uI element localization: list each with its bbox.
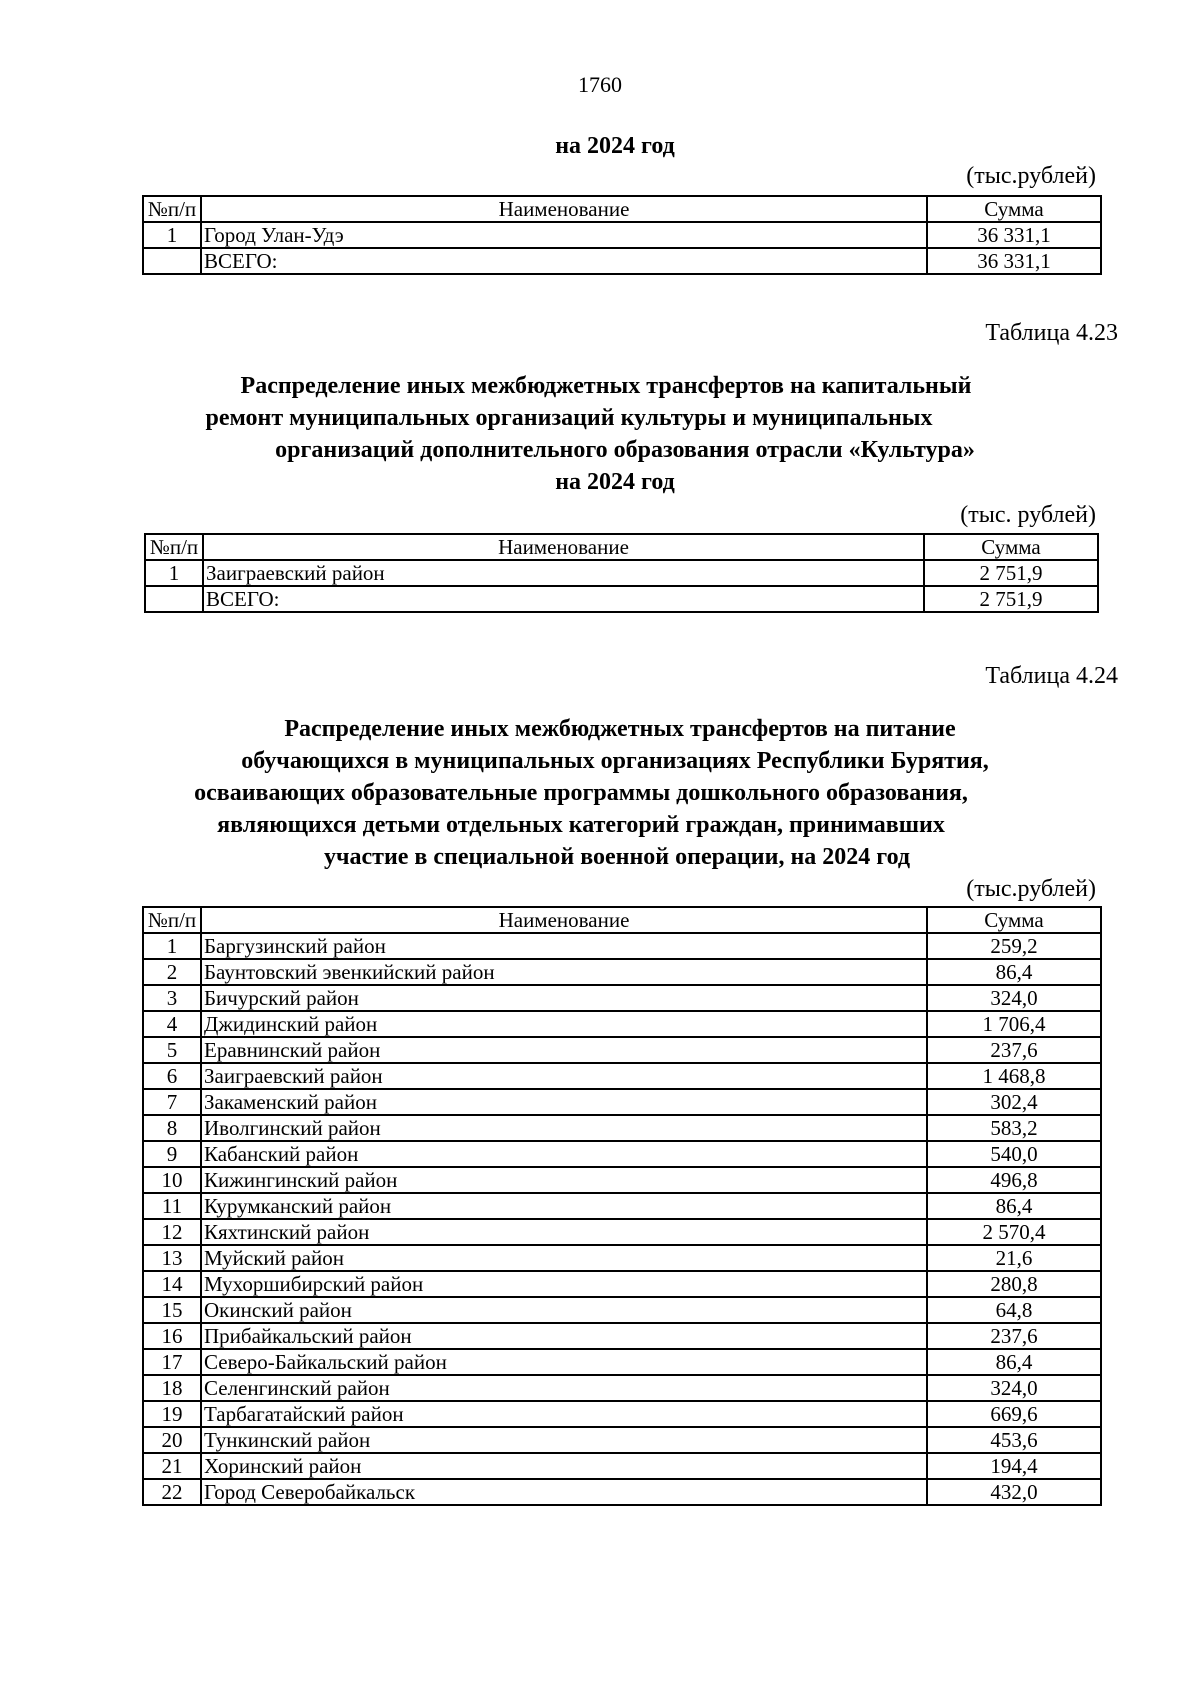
table-row [143, 1375, 1101, 1401]
section1-title: на 2024 год [555, 133, 675, 159]
table-row [143, 1167, 1101, 1193]
row-name: Баунтовский эвенкийский район [201, 959, 927, 985]
row-sum: 86,4 [927, 1349, 1101, 1375]
row-sum: 194,4 [927, 1453, 1101, 1479]
row-num: 15 [143, 1297, 201, 1323]
table-row [143, 985, 1101, 1011]
header-sum: Сумма [927, 196, 1101, 222]
section2-title-line-3: организаций дополнительного образования отрасли «Культура» [275, 437, 975, 463]
header-sum: Сумма [924, 534, 1098, 560]
row-name: Кяхтинский район [201, 1219, 927, 1245]
row-name: Бичурский район [201, 985, 927, 1011]
row-name: Тарбагатайский район [201, 1401, 927, 1427]
row-num: 3 [143, 985, 201, 1011]
row-sum: 1 468,8 [927, 1063, 1101, 1089]
header-name: Наименование [201, 196, 927, 222]
row-sum: 540,0 [927, 1141, 1101, 1167]
row-sum: 1 706,4 [927, 1011, 1101, 1037]
header-num: №п/п [145, 534, 203, 560]
row-num: 6 [143, 1063, 201, 1089]
section2-title-line-4: на 2024 год [555, 469, 675, 495]
table-row [143, 1271, 1101, 1297]
row-num: 12 [143, 1219, 201, 1245]
section1-units: (тыс.рублей) [966, 163, 1096, 189]
row-num: 11 [143, 1193, 201, 1219]
row-sum: 324,0 [927, 985, 1101, 1011]
section2-title-line-1: Распределение иных межбюджетных трансфертов на капитальный [240, 373, 972, 399]
row-sum: 86,4 [927, 959, 1101, 985]
row-sum: 21,6 [927, 1245, 1101, 1271]
row-sum: 496,8 [927, 1167, 1101, 1193]
row-name: Муйский район [201, 1245, 927, 1271]
table-row [143, 1349, 1101, 1375]
table-row [143, 1037, 1101, 1063]
row-sum: 2 570,4 [927, 1219, 1101, 1245]
row-name: Иволгинский район [201, 1115, 927, 1141]
row-name: Город Северобайкальск [201, 1479, 927, 1505]
header-sum: Сумма [927, 907, 1101, 933]
row-num: 16 [143, 1323, 201, 1349]
row-name: Заиграевский район [203, 560, 924, 586]
table-row [143, 1063, 1101, 1089]
row-sum: 259,2 [927, 933, 1101, 959]
row-num: 18 [143, 1375, 201, 1401]
table-row [143, 1453, 1101, 1479]
table-row [143, 1011, 1101, 1037]
row-sum: 64,8 [927, 1297, 1101, 1323]
table-header-row [143, 196, 1101, 222]
row-num: 22 [143, 1479, 201, 1505]
row-num: 1 [143, 222, 201, 248]
section3-units: (тыс.рублей) [966, 876, 1096, 902]
table-row [143, 1245, 1101, 1271]
header-num: №п/п [143, 196, 201, 222]
section2-table-label: Таблица 4.23 [985, 320, 1118, 346]
total-label: ВСЕГО: [201, 248, 927, 274]
total-num-empty [143, 248, 201, 274]
table-row [143, 1297, 1101, 1323]
row-name: Хоринский район [201, 1453, 927, 1479]
header-name: Наименование [201, 907, 927, 933]
row-num: 2 [143, 959, 201, 985]
table-row [143, 1479, 1101, 1505]
row-name: Курумканский район [201, 1193, 927, 1219]
row-sum: 324,0 [927, 1375, 1101, 1401]
row-name: Кабанский район [201, 1141, 927, 1167]
row-sum: 302,4 [927, 1089, 1101, 1115]
table-header-row [145, 534, 1098, 560]
table-row [143, 1219, 1101, 1245]
section3-title-line-5: участие в специальной военной операции, на 2024 год [323, 844, 911, 870]
table-row [143, 222, 1101, 248]
total-label: ВСЕГО: [203, 586, 924, 612]
row-num: 19 [143, 1401, 201, 1427]
table-row [143, 1141, 1101, 1167]
row-sum: 453,6 [927, 1427, 1101, 1453]
header-num: №п/п [143, 907, 201, 933]
row-sum: 583,2 [927, 1115, 1101, 1141]
row-num: 5 [143, 1037, 201, 1063]
total-sum: 2 751,9 [924, 586, 1098, 612]
row-num: 4 [143, 1011, 201, 1037]
row-num: 17 [143, 1349, 201, 1375]
row-sum: 86,4 [927, 1193, 1101, 1219]
row-name: Джидинский район [201, 1011, 927, 1037]
section3-title-line-3: осваивающих образовательные программы дошкольного образования, [194, 780, 968, 806]
table-row [143, 1401, 1101, 1427]
row-name: Закаменский район [201, 1089, 927, 1115]
table-row [143, 1115, 1101, 1141]
row-name: Окинский район [201, 1297, 927, 1323]
header-name: Наименование [203, 534, 924, 560]
table-row [143, 959, 1101, 985]
row-num: 13 [143, 1245, 201, 1271]
table-header-row [143, 907, 1101, 933]
section2-table [144, 533, 1099, 613]
total-sum: 36 331,1 [927, 248, 1101, 274]
section2-units: (тыс. рублей) [960, 502, 1096, 528]
row-num: 1 [145, 560, 203, 586]
section3-table [142, 906, 1102, 1506]
row-name: Город Улан-Удэ [201, 222, 927, 248]
row-sum: 2 751,9 [924, 560, 1098, 586]
section2-title-line-2: ремонт муниципальных организаций культуры и муниципальных [205, 405, 933, 431]
row-sum: 237,6 [927, 1323, 1101, 1349]
row-name: Кижингинский район [201, 1167, 927, 1193]
row-num: 20 [143, 1427, 201, 1453]
table-row [143, 933, 1101, 959]
table-row [143, 1193, 1101, 1219]
section3-table-label: Таблица 4.24 [985, 663, 1118, 689]
table-row [143, 1323, 1101, 1349]
page-number: 1760 [578, 72, 622, 97]
total-row [143, 248, 1101, 274]
row-name: Прибайкальский район [201, 1323, 927, 1349]
row-name: Заиграевский район [201, 1063, 927, 1089]
row-name: Селенгинский район [201, 1375, 927, 1401]
row-sum: 280,8 [927, 1271, 1101, 1297]
section2-title [0, 370, 1200, 498]
total-row [145, 586, 1098, 612]
row-name: Мухоршибирский район [201, 1271, 927, 1297]
row-name: Северо-Байкальский район [201, 1349, 927, 1375]
section3-title-line-4: являющихся детьми отдельных категорий граждан, принимавших [217, 812, 945, 838]
table-row [145, 560, 1098, 586]
row-sum: 237,6 [927, 1037, 1101, 1063]
row-num: 14 [143, 1271, 201, 1297]
table-row [143, 1089, 1101, 1115]
row-name: Баргузинский район [201, 933, 927, 959]
section1-table [142, 195, 1102, 275]
row-num: 8 [143, 1115, 201, 1141]
row-name: Тункинский район [201, 1427, 927, 1453]
table-row [143, 1427, 1101, 1453]
row-sum: 432,0 [927, 1479, 1101, 1505]
section3-title [0, 713, 1200, 873]
row-num: 10 [143, 1167, 201, 1193]
row-sum: 669,6 [927, 1401, 1101, 1427]
row-num: 21 [143, 1453, 201, 1479]
row-sum: 36 331,1 [927, 222, 1101, 248]
row-num: 9 [143, 1141, 201, 1167]
section3-title-line-1: Распределение иных межбюджетных трансфертов на питание [284, 716, 956, 742]
row-num: 1 [143, 933, 201, 959]
row-num: 7 [143, 1089, 201, 1115]
section3-title-line-2: обучающихся в муниципальных организациях Республики Бурятия, [241, 748, 989, 774]
row-name: Еравнинский район [201, 1037, 927, 1063]
total-num-empty [145, 586, 203, 612]
